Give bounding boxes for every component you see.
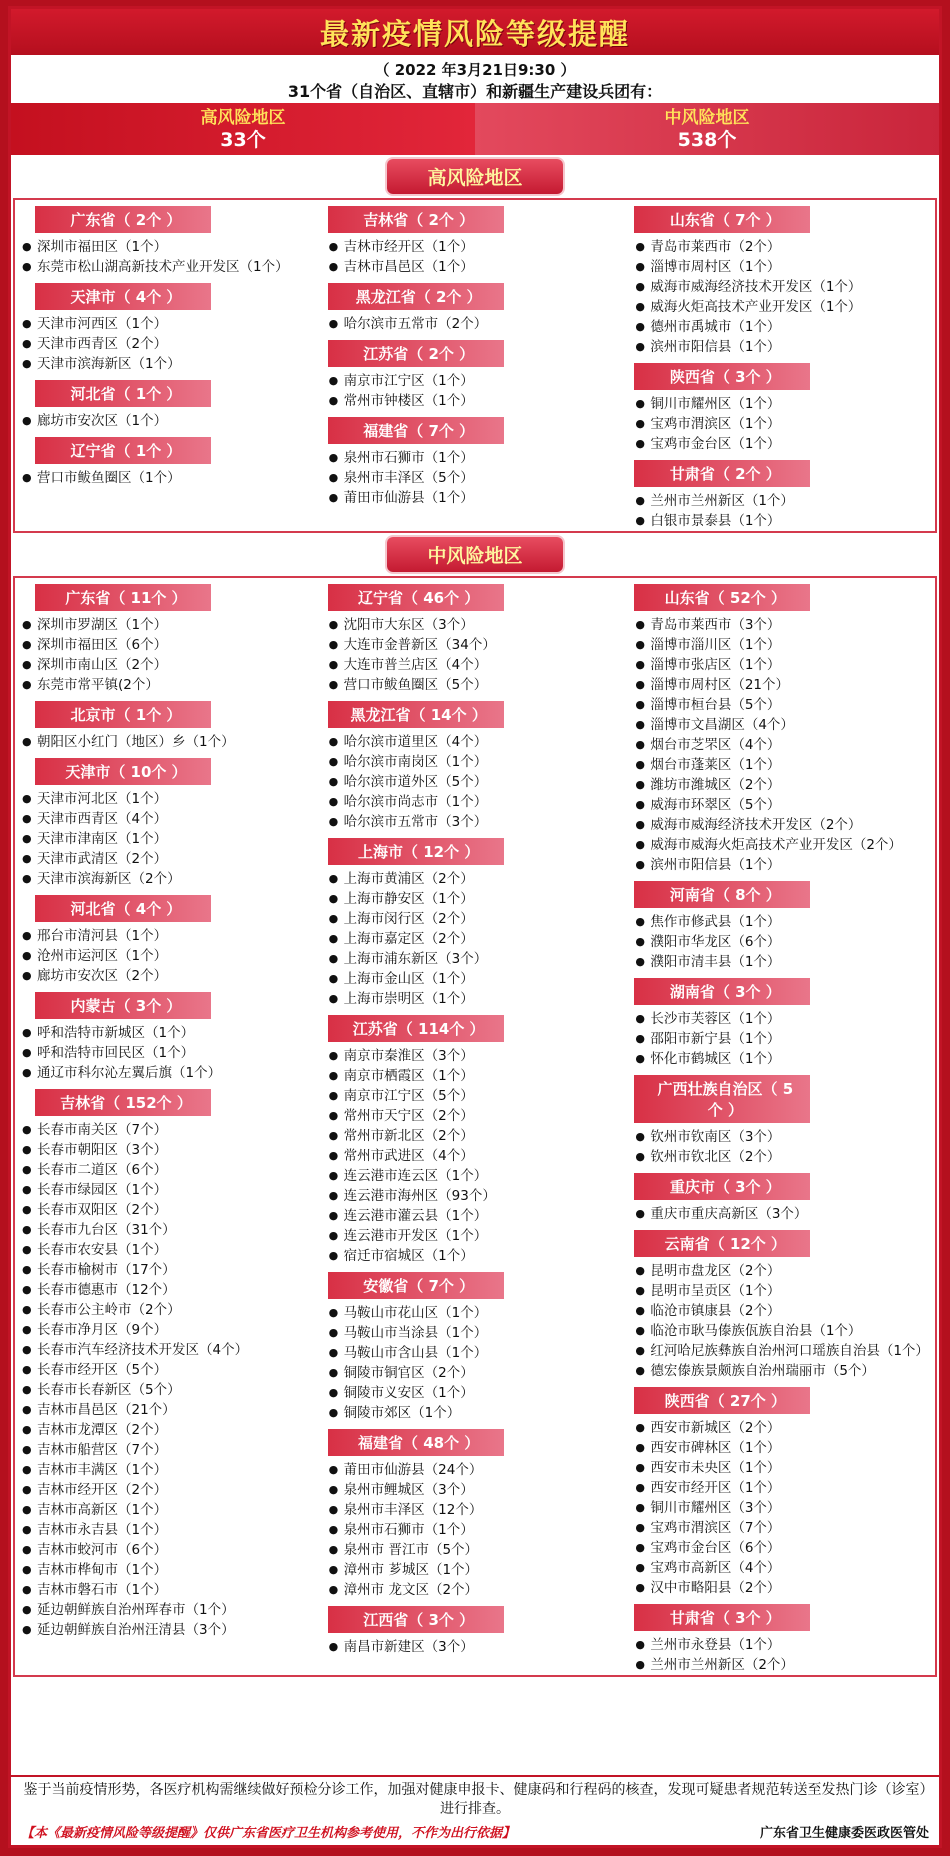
area-list bbox=[21, 1120, 316, 1640]
area-item: ● 莆田市仙游县（1个） bbox=[328, 488, 623, 508]
area-item: ● 通辽市科尔沁左翼后旗（1个） bbox=[21, 1063, 316, 1083]
area-item: ● 吉林市经开区（2个） bbox=[21, 1480, 316, 1500]
area-item: ● 深圳市福田区（6个） bbox=[21, 635, 316, 655]
area-item: ● 威海市环翠区（5个） bbox=[634, 795, 929, 815]
area-item: ● 威海火炬高技术产业开发区（1个） bbox=[634, 297, 929, 317]
province-header: 云南省（ 12个 ） bbox=[634, 1230, 810, 1257]
area-item: ● 吉林市昌邑区（21个） bbox=[21, 1400, 316, 1420]
area-item: ● 泉州市石狮市（1个） bbox=[328, 1520, 623, 1540]
high-risk-section-title: 高风险地区 bbox=[387, 159, 562, 194]
area-item: ● 青岛市莱西市（3个） bbox=[634, 615, 929, 635]
province-header: 广东省（ 11个 ） bbox=[35, 584, 211, 611]
area-item: ● 长春市九台区（31个） bbox=[21, 1220, 316, 1240]
area-item: ● 哈尔滨市道外区（5个） bbox=[328, 772, 623, 792]
area-item: ● 铜陵市铜官区（2个） bbox=[328, 1363, 623, 1383]
area-list bbox=[634, 237, 929, 357]
area-item: ● 威海市威海火炬高技术产业开发区（2个） bbox=[634, 835, 929, 855]
area-item: ● 青岛市莱西市（2个） bbox=[634, 237, 929, 257]
province-header: 江苏省（ 114个 ） bbox=[328, 1015, 504, 1042]
area-item: ● 濮阳市清丰县（1个） bbox=[634, 952, 929, 972]
area-list bbox=[21, 732, 316, 752]
high-risk-label: 高风险地区 bbox=[200, 108, 286, 128]
area-item: ● 哈尔滨市南岗区（1个） bbox=[328, 752, 623, 772]
area-item: ● 潍坊市潍城区（2个） bbox=[634, 775, 929, 795]
area-list bbox=[21, 615, 316, 695]
area-list bbox=[21, 789, 316, 889]
area-list bbox=[634, 1204, 929, 1224]
area-item: ● 淄博市周村区（1个） bbox=[634, 257, 929, 277]
high-risk-columns bbox=[15, 200, 935, 531]
area-item: ● 白银市景泰县（1个） bbox=[634, 511, 929, 531]
area-item: ● 吉林市船营区（7个） bbox=[21, 1440, 316, 1460]
province-header: 湖南省（ 3个 ） bbox=[634, 978, 810, 1005]
province-header: 广西壮族自治区（ 5个 ） bbox=[634, 1075, 810, 1123]
area-item: ● 连云港市海州区（93个） bbox=[328, 1186, 623, 1206]
area-list bbox=[328, 1460, 623, 1600]
area-list bbox=[634, 1635, 929, 1675]
province-group bbox=[21, 889, 316, 986]
area-item: ● 营口市鲅鱼圈区（5个） bbox=[328, 675, 623, 695]
province-group bbox=[328, 200, 623, 277]
area-item: ● 德宏傣族景颇族自治州瑞丽市（5个） bbox=[634, 1361, 929, 1381]
area-item: ● 长春市经开区（5个） bbox=[21, 1360, 316, 1380]
province-group bbox=[21, 374, 316, 431]
area-item: ● 天津市河北区（1个） bbox=[21, 789, 316, 809]
area-list bbox=[328, 314, 623, 334]
province-group bbox=[328, 277, 623, 334]
area-list bbox=[328, 1303, 623, 1423]
area-item: ● 哈尔滨市五常市（3个） bbox=[328, 812, 623, 832]
area-item: ● 常州市钟楼区（1个） bbox=[328, 391, 623, 411]
area-item: ● 东莞市常平镇(2个） bbox=[21, 675, 316, 695]
area-item: ● 德州市禹城市（1个） bbox=[634, 317, 929, 337]
area-item: ● 长春市南关区（7个） bbox=[21, 1120, 316, 1140]
area-list bbox=[328, 732, 623, 832]
area-item: ● 长春市二道区（6个） bbox=[21, 1160, 316, 1180]
area-item: ● 上海市闵行区（2个） bbox=[328, 909, 623, 929]
area-list bbox=[634, 912, 929, 972]
area-item: ● 大连市金普新区（34个） bbox=[328, 635, 623, 655]
province-group bbox=[328, 334, 623, 411]
area-item: ● 漳州市 龙文区（2个） bbox=[328, 1580, 623, 1600]
area-item: ● 昆明市盘龙区（2个） bbox=[634, 1261, 929, 1281]
area-item: ● 红河哈尼族彝族自治州河口瑶族自治县（1个） bbox=[634, 1341, 929, 1361]
area-item: ● 上海市嘉定区（2个） bbox=[328, 929, 623, 949]
area-list bbox=[634, 1418, 929, 1598]
column-2 bbox=[322, 200, 629, 531]
area-item: ● 上海市金山区（1个） bbox=[328, 969, 623, 989]
province-header: 江苏省（ 2个 ） bbox=[328, 340, 504, 367]
area-list bbox=[328, 869, 623, 1009]
area-item: ● 兰州市兰州新区（1个） bbox=[634, 491, 929, 511]
province-header: 辽宁省（ 1个 ） bbox=[35, 437, 211, 464]
province-group bbox=[328, 578, 623, 695]
area-item: ● 泉州市丰泽区（12个） bbox=[328, 1500, 623, 1520]
area-item: ● 怀化市鹤城区（1个） bbox=[634, 1049, 929, 1069]
area-item: ● 天津市武清区（2个） bbox=[21, 849, 316, 869]
province-header: 广东省（ 2个 ） bbox=[35, 206, 211, 233]
area-item: ● 威海市威海经济技术开发区（2个） bbox=[634, 815, 929, 835]
area-item: ● 哈尔滨市五常市（2个） bbox=[328, 314, 623, 334]
area-item: ● 西安市碑林区（1个） bbox=[634, 1438, 929, 1458]
province-header: 福建省（ 48个 ） bbox=[328, 1429, 504, 1456]
area-item: ● 濮阳市华龙区（6个） bbox=[634, 932, 929, 952]
province-group bbox=[21, 1083, 316, 1640]
area-item: ● 宝鸡市高新区（4个） bbox=[634, 1558, 929, 1578]
high-risk-summary bbox=[11, 103, 475, 155]
province-group bbox=[328, 832, 623, 1009]
province-group bbox=[634, 1167, 929, 1224]
area-item: ● 南昌市新建区（3个） bbox=[328, 1637, 623, 1657]
province-group bbox=[634, 875, 929, 972]
area-item: ● 威海市威海经济技术开发区（1个） bbox=[634, 277, 929, 297]
province-header: 天津市（ 4个 ） bbox=[35, 283, 211, 310]
area-item: ● 临沧市镇康县（2个） bbox=[634, 1301, 929, 1321]
area-item: ● 天津市滨海新区（2个） bbox=[21, 869, 316, 889]
area-item: ● 长春市双阳区（2个） bbox=[21, 1200, 316, 1220]
area-list bbox=[21, 468, 316, 488]
province-group bbox=[634, 1224, 929, 1381]
area-item: ● 钦州市钦南区（3个） bbox=[634, 1127, 929, 1147]
mid-risk-columns bbox=[15, 578, 935, 1675]
area-list bbox=[634, 1127, 929, 1167]
province-group bbox=[328, 1600, 623, 1657]
area-item: ● 马鞍山市当涂县（1个） bbox=[328, 1323, 623, 1343]
area-item: ● 西安市未央区（1个） bbox=[634, 1458, 929, 1478]
area-item: ● 铜川市耀州区（1个） bbox=[634, 394, 929, 414]
area-item: ● 邢台市清河县（1个） bbox=[21, 926, 316, 946]
area-list bbox=[634, 394, 929, 454]
column-1 bbox=[15, 578, 322, 1675]
area-item: ● 营口市鲅鱼圈区（1个） bbox=[21, 468, 316, 488]
footer-bottom bbox=[21, 1822, 929, 1841]
area-item: ● 昆明市呈贡区（1个） bbox=[634, 1281, 929, 1301]
mid-risk-section-title: 中风险地区 bbox=[387, 537, 562, 572]
issuing-authority: 广东省卫生健康委医政医管处 bbox=[759, 1826, 929, 1841]
province-header: 甘肃省（ 3个 ） bbox=[634, 1604, 810, 1631]
area-item: ● 马鞍山市花山区（1个） bbox=[328, 1303, 623, 1323]
province-header: 福建省（ 7个 ） bbox=[328, 417, 504, 444]
area-item: ● 铜川市耀州区（3个） bbox=[634, 1498, 929, 1518]
area-list bbox=[328, 1046, 623, 1266]
province-header: 江西省（ 3个 ） bbox=[328, 1606, 504, 1633]
area-item: ● 烟台市蓬莱区（1个） bbox=[634, 755, 929, 775]
area-item: ● 天津市滨海新区（1个） bbox=[21, 354, 316, 374]
area-item: ● 吉林市永吉县（1个） bbox=[21, 1520, 316, 1540]
province-group bbox=[634, 1069, 929, 1167]
area-item: ● 沈阳市大东区（3个） bbox=[328, 615, 623, 635]
province-group bbox=[328, 1423, 623, 1600]
header-banner bbox=[11, 9, 939, 55]
area-item: ● 南京市江宁区（1个） bbox=[328, 371, 623, 391]
area-item: ● 天津市西青区（2个） bbox=[21, 334, 316, 354]
area-list bbox=[634, 1261, 929, 1381]
area-item: ● 泉州市丰泽区（5个） bbox=[328, 468, 623, 488]
area-item: ● 廊坊市安次区（2个） bbox=[21, 966, 316, 986]
province-group bbox=[21, 986, 316, 1083]
area-list bbox=[21, 411, 316, 431]
area-item: ● 滨州市阳信县（1个） bbox=[634, 855, 929, 875]
area-item: ● 西安市经开区（1个） bbox=[634, 1478, 929, 1498]
province-header: 安徽省（ 7个 ） bbox=[328, 1272, 504, 1299]
area-item: ● 长春市公主岭市（2个） bbox=[21, 1300, 316, 1320]
area-item: ● 长春市绿园区（1个） bbox=[21, 1180, 316, 1200]
area-item: ● 连云港市灌云县（1个） bbox=[328, 1206, 623, 1226]
area-list bbox=[21, 926, 316, 986]
province-group bbox=[328, 1009, 623, 1266]
province-group bbox=[21, 431, 316, 488]
area-item: ● 泉州市鲤城区（3个） bbox=[328, 1480, 623, 1500]
area-item: ● 常州市武进区（4个） bbox=[328, 1146, 623, 1166]
province-header: 山东省（ 7个 ） bbox=[634, 206, 810, 233]
area-item: ● 延边朝鲜族自治州珲春市（1个） bbox=[21, 1600, 316, 1620]
area-list bbox=[21, 314, 316, 374]
mid-risk-section bbox=[13, 576, 937, 1677]
area-item: ● 铜陵市郊区（1个） bbox=[328, 1403, 623, 1423]
area-item: ● 呼和浩特市新城区（1个） bbox=[21, 1023, 316, 1043]
area-item: ● 重庆市重庆高新区（3个） bbox=[634, 1204, 929, 1224]
area-item: ● 天津市西青区（4个） bbox=[21, 809, 316, 829]
area-item: ● 沧州市运河区（1个） bbox=[21, 946, 316, 966]
area-list bbox=[328, 237, 623, 277]
column-2 bbox=[322, 578, 629, 1675]
area-item: ● 吉林市高新区（1个） bbox=[21, 1500, 316, 1520]
area-item: ● 南京市栖霞区（1个） bbox=[328, 1066, 623, 1086]
area-item: ● 呼和浩特市回民区（1个） bbox=[21, 1043, 316, 1063]
area-item: ● 连云港市连云区（1个） bbox=[328, 1166, 623, 1186]
area-item: ● 上海市黄浦区（2个） bbox=[328, 869, 623, 889]
area-item: ● 连云港市开发区（1个） bbox=[328, 1226, 623, 1246]
province-header: 辽宁省（ 46个 ） bbox=[328, 584, 504, 611]
area-list bbox=[634, 491, 929, 531]
mid-risk-label: 中风险地区 bbox=[664, 108, 750, 128]
province-header: 陕西省（ 27个 ） bbox=[634, 1387, 810, 1414]
area-item: ● 铜陵市义安区（1个） bbox=[328, 1383, 623, 1403]
area-item: ● 常州市天宁区（2个） bbox=[328, 1106, 623, 1126]
province-header: 黑龙江省（ 2个 ） bbox=[328, 283, 504, 310]
province-group bbox=[21, 200, 316, 277]
area-list bbox=[21, 237, 316, 277]
area-item: ● 泉州市 晋江市（5个） bbox=[328, 1540, 623, 1560]
footer bbox=[11, 1775, 939, 1845]
province-group bbox=[634, 1381, 929, 1598]
column-3 bbox=[628, 578, 935, 1675]
area-item: ● 邵阳市新宁县（1个） bbox=[634, 1029, 929, 1049]
province-group bbox=[21, 752, 316, 889]
area-item: ● 淄博市张店区（1个） bbox=[634, 655, 929, 675]
area-item: ● 临沧市耿马傣族佤族自治县（1个） bbox=[634, 1321, 929, 1341]
risk-level-summary bbox=[11, 103, 939, 155]
area-item: ● 长春市净月区（9个） bbox=[21, 1320, 316, 1340]
area-item: ● 淄博市文昌湖区（4个） bbox=[634, 715, 929, 735]
area-item: ● 长春市德惠市（12个） bbox=[21, 1280, 316, 1300]
area-item: ● 天津市津南区（1个） bbox=[21, 829, 316, 849]
province-group bbox=[21, 578, 316, 695]
area-item: ● 天津市河西区（1个） bbox=[21, 314, 316, 334]
area-item: ● 宝鸡市金台区（6个） bbox=[634, 1538, 929, 1558]
area-item: ● 吉林市丰满区（1个） bbox=[21, 1460, 316, 1480]
area-item: ● 廊坊市安次区（1个） bbox=[21, 411, 316, 431]
area-item: ● 吉林市蛟河市（6个） bbox=[21, 1540, 316, 1560]
column-1 bbox=[15, 200, 322, 531]
report-date: （ 2022 年3月21日9:30 ） bbox=[374, 61, 576, 79]
area-item: ● 东莞市松山湖高新技术产业开发区（1个） bbox=[21, 257, 316, 277]
area-item: ● 长春市长春新区（5个） bbox=[21, 1380, 316, 1400]
area-item: ● 吉林市经开区（1个） bbox=[328, 237, 623, 257]
province-group bbox=[634, 1598, 929, 1675]
area-item: ● 常州市新北区（2个） bbox=[328, 1126, 623, 1146]
area-item: ● 哈尔滨市道里区（4个） bbox=[328, 732, 623, 752]
area-item: ● 吉林市桦甸市（1个） bbox=[21, 1560, 316, 1580]
province-header: 河南省（ 8个 ） bbox=[634, 881, 810, 908]
area-list bbox=[21, 1023, 316, 1083]
high-risk-section-banner bbox=[11, 159, 939, 194]
high-risk-section bbox=[13, 198, 937, 533]
area-item: ● 焦作市修武县（1个） bbox=[634, 912, 929, 932]
province-group bbox=[634, 357, 929, 454]
column-3 bbox=[628, 200, 935, 531]
summary-line: 31个省（自治区、直辖市）和新疆生产建设兵团有： bbox=[287, 82, 663, 101]
area-item: ● 吉林市龙潭区（2个） bbox=[21, 1420, 316, 1440]
area-item: ● 宝鸡市渭滨区（1个） bbox=[634, 414, 929, 434]
mid-risk-count: 538个 bbox=[677, 129, 737, 151]
area-item: ● 深圳市罗湖区（1个） bbox=[21, 615, 316, 635]
area-item: ● 兰州市兰州新区（2个） bbox=[634, 1655, 929, 1675]
disclaimer: 【本《最新疫情风险等级提醒》仅供广东省医疗卫生机构参考使用，不作为出行依据】 bbox=[21, 1826, 516, 1841]
page bbox=[8, 6, 942, 1848]
area-item: ● 兰州市永登县（1个） bbox=[634, 1635, 929, 1655]
mid-risk-section-banner bbox=[11, 537, 939, 572]
area-item: ● 烟台市芝罘区（4个） bbox=[634, 735, 929, 755]
area-item: ● 钦州市钦北区（2个） bbox=[634, 1147, 929, 1167]
area-item: ● 深圳市南山区（2个） bbox=[21, 655, 316, 675]
province-header: 吉林省（ 152个 ） bbox=[35, 1089, 211, 1116]
area-item: ● 莆田市仙游县（24个） bbox=[328, 1460, 623, 1480]
province-group bbox=[634, 454, 929, 531]
province-group bbox=[21, 695, 316, 752]
area-item: ● 南京市江宁区（5个） bbox=[328, 1086, 623, 1106]
area-list bbox=[328, 448, 623, 508]
province-header: 黑龙江省（ 14个 ） bbox=[328, 701, 504, 728]
province-header: 山东省（ 52个 ） bbox=[634, 584, 810, 611]
area-item: ● 吉林市磐石市（1个） bbox=[21, 1580, 316, 1600]
area-item: ● 西安市新城区（2个） bbox=[634, 1418, 929, 1438]
area-item: ● 深圳市福田区（1个） bbox=[21, 237, 316, 257]
area-item: ● 淄博市桓台县（5个） bbox=[634, 695, 929, 715]
area-item: ● 上海市浦东新区（3个） bbox=[328, 949, 623, 969]
area-item: ● 宝鸡市金台区（1个） bbox=[634, 434, 929, 454]
mid-risk-summary bbox=[475, 103, 939, 155]
area-item: ● 上海市崇明区（1个） bbox=[328, 989, 623, 1009]
province-header: 上海市（ 12个 ） bbox=[328, 838, 504, 865]
area-item: ● 上海市静安区（1个） bbox=[328, 889, 623, 909]
page-title: 最新疫情风险等级提醒 bbox=[319, 16, 630, 51]
province-header: 天津市（ 10个 ） bbox=[35, 758, 211, 785]
area-item: ● 延边朝鲜族自治州汪清县（3个） bbox=[21, 1620, 316, 1640]
area-item: ● 马鞍山市含山县（1个） bbox=[328, 1343, 623, 1363]
area-item: ● 宝鸡市渭滨区（7个） bbox=[634, 1518, 929, 1538]
area-item: ● 吉林市昌邑区（1个） bbox=[328, 257, 623, 277]
area-item: ● 朝阳区小红门（地区）乡（1个） bbox=[21, 732, 316, 752]
area-item: ● 宿迁市宿城区（1个） bbox=[328, 1246, 623, 1266]
area-item: ● 长沙市芙蓉区（1个） bbox=[634, 1009, 929, 1029]
area-item: ● 长春市农安县（1个） bbox=[21, 1240, 316, 1260]
area-list bbox=[328, 1637, 623, 1657]
province-header: 河北省（ 1个 ） bbox=[35, 380, 211, 407]
area-item: ● 汉中市略阳县（2个） bbox=[634, 1578, 929, 1598]
province-header: 重庆市（ 3个 ） bbox=[634, 1173, 810, 1200]
area-item: ● 漳州市 芗城区（1个） bbox=[328, 1560, 623, 1580]
province-header: 河北省（ 4个 ） bbox=[35, 895, 211, 922]
province-header: 陕西省（ 3个 ） bbox=[634, 363, 810, 390]
area-item: ● 大连市普兰店区（4个） bbox=[328, 655, 623, 675]
area-item: ● 长春市榆树市（17个） bbox=[21, 1260, 316, 1280]
province-group bbox=[328, 1266, 623, 1423]
high-risk-count: 33个 bbox=[220, 129, 266, 151]
province-group bbox=[21, 277, 316, 374]
area-item: ● 哈尔滨市尚志市（1个） bbox=[328, 792, 623, 812]
province-header: 甘肃省（ 2个 ） bbox=[634, 460, 810, 487]
area-item: ● 淄博市淄川区（1个） bbox=[634, 635, 929, 655]
area-item: ● 长春市汽车经济技术开发区（4个） bbox=[21, 1340, 316, 1360]
area-list bbox=[634, 1009, 929, 1069]
province-header: 吉林省（ 2个 ） bbox=[328, 206, 504, 233]
area-item: ● 滨州市阳信县（1个） bbox=[634, 337, 929, 357]
footer-note: 鉴于当前疫情形势，各医疗机构需继续做好预检分诊工作，加强对健康申报卡、健康码和行程码的核查，发现可疑患者规范转送至发热门诊（诊室）进行排查。 bbox=[23, 1782, 927, 1817]
area-list bbox=[328, 615, 623, 695]
province-group bbox=[634, 200, 929, 357]
area-item: ● 泉州市石狮市（1个） bbox=[328, 448, 623, 468]
area-list bbox=[328, 371, 623, 411]
province-header: 内蒙古（ 3个 ） bbox=[35, 992, 211, 1019]
province-group bbox=[328, 695, 623, 832]
province-header: 北京市（ 1个 ） bbox=[35, 701, 211, 728]
area-item: ● 长春市朝阳区（3个） bbox=[21, 1140, 316, 1160]
province-group bbox=[634, 578, 929, 875]
area-list bbox=[634, 615, 929, 875]
province-group bbox=[634, 972, 929, 1069]
area-item: ● 淄博市周村区（21个） bbox=[634, 675, 929, 695]
area-item: ● 南京市秦淮区（3个） bbox=[328, 1046, 623, 1066]
province-group bbox=[328, 411, 623, 508]
